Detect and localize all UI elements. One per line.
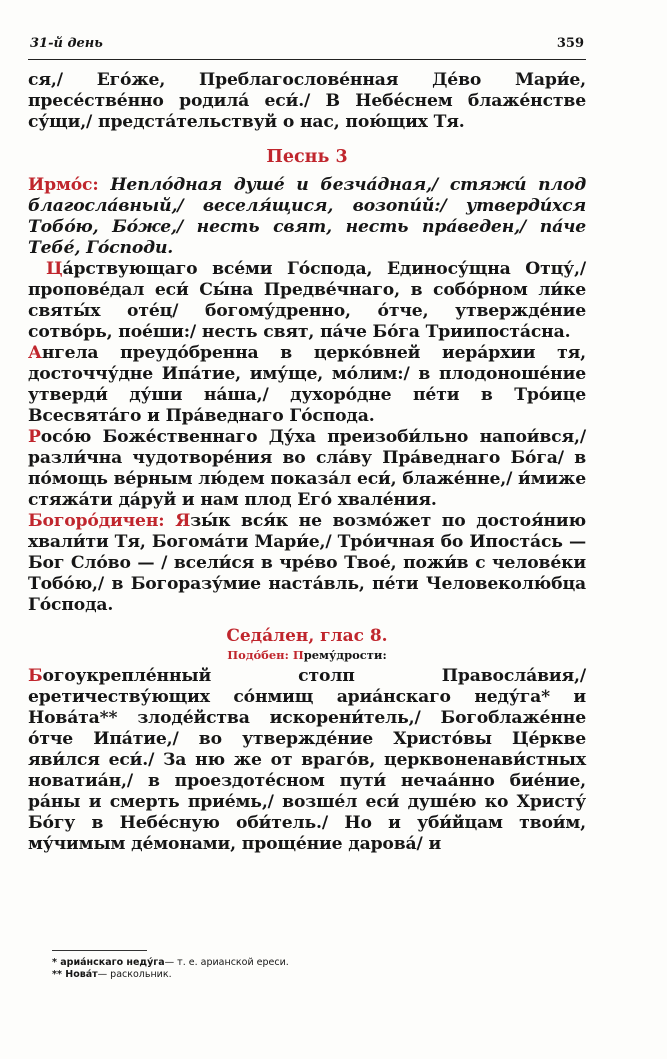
podoben-label: Подо́бен: xyxy=(227,648,289,662)
footnote-2-term: ** Нова́т xyxy=(52,969,98,980)
sedalen-initial: Б xyxy=(28,666,43,686)
troparion-3-initial: Р xyxy=(28,427,41,447)
bogorodichen-paragraph xyxy=(28,511,586,616)
footnote-2 xyxy=(52,969,552,981)
sedalen-paragraph xyxy=(28,666,586,855)
footnote-rule xyxy=(52,950,147,951)
page xyxy=(28,36,586,855)
footnote-1-term: * ариа́нскаго неду́га xyxy=(52,957,165,968)
sedalen-heading: Седа́лен, глас 8. xyxy=(226,626,388,646)
bogorodichen-initial: Я xyxy=(175,511,191,531)
footnote-2-text: — раскольник. xyxy=(97,969,172,980)
troparion-2 xyxy=(28,343,586,427)
podoben-initial: П xyxy=(292,648,304,662)
intro-paragraph: ся,/ Его́же, Преблагослове́нная Де́во Мари́е, пресе́стве́нно родила́ еси́./ В Небе́снем блаже́нстве су́щи,/ предста́тельствуй о нас, пою́щих Тя. xyxy=(28,70,586,132)
bogorodichen-label: Богоро́дичен: xyxy=(28,511,165,531)
troparion-1-initial: Ц xyxy=(46,259,63,279)
sedalen-text: огоукрепле́нный столп Правосла́вия,/ еретичеству́ющих со́нмищ ариа́нскаго неду́га* и Нова́та** злоде́йства искорени́тель,/ Богоблаже́нне о́тче Ипа́тие,/ во утвержде́ние Христо́вы Це́ркве яви́лся еси́./ За ню же от враго́в, церквоненави́стных новатиа́н,/ в проездоте́сном пути́ нечаа́нно бие́ние, ра́ны и смерть прие́мь,/ возше́л еси́ душе́ю ко Христу́ Бо́гу в Небе́сную оби́тель./ Но и уби́йцам твои́м, му́чимым де́монами, проще́ние дарова́/ и xyxy=(28,666,586,854)
irmos-label: Ирмо́с: xyxy=(28,175,99,195)
podoben-line xyxy=(28,648,586,662)
troparion-2-text: нгела преудо́бренна в церко́вней иера́рхии тя, досточчу́дне Ипа́тие, иму́ще, мо́лим:/ в плодоноше́ние утверди́ ду́ши на́ша,/ духоро́дне пе́ти в Тро́ице Всесвята́го и Пра́веднаго Го́спода. xyxy=(28,343,586,426)
page-number: 359 xyxy=(556,36,584,51)
footnote-1-text: — т. е. арианской ереси. xyxy=(164,957,289,968)
pesn-heading: Песнь 3 xyxy=(266,147,348,167)
running-header xyxy=(28,36,586,59)
troparion-1 xyxy=(28,259,586,343)
troparion-3-text: осо́ю Боже́ственнаго Ду́ха преизоби́льно напои́вся,/ разли́чна чудотворе́ния во сла́ву Пра́веднаго Бо́га/ в по́мощь ве́рным лю́дем показа́л еси́, блаже́нне,/ и́миже стяжа́ти да́руй и нам плод Его́ хвале́ния. xyxy=(28,427,586,510)
footnote-1 xyxy=(52,957,552,969)
troparion-1-text: а́рствующаго все́ми Го́спода, Единосу́щна Отцу́,/ пропове́дал еси́ Сы́на Предве́чнаго, в собо́рном ли́ке святы́х оте́ц/ богому́дренно, о́тче, утвержде́ние сотво́рь, пое́ши:/ несть свят, па́че Бо́га Триипоста́сна. xyxy=(28,259,586,342)
header-rule xyxy=(28,59,586,60)
irmos-paragraph xyxy=(28,175,586,259)
irmos-text: Неплóдная душе́ и безча́дная,/ стяжи́ плод благосла́вный,/ веселя́щися, возопи́й:/ утверди́хся Тобо́ю, Бо́же,/ несть свят, несть пра́веден,/ па́че Тебе́, Го́споди. xyxy=(28,175,586,258)
footnotes xyxy=(52,950,552,981)
troparion-2-initial: А xyxy=(28,343,42,363)
bogorodichen-text: зы́к вся́к не возмо́жет по достоя́нию хвали́ти Тя, Богома́ти Мари́е,/ Тро́ичная бо Ипоста́сь — Бог Сло́во — / всели́ся в чре́во Твое́, пожи́в с челове́ки Тобо́ю,/ в Богоразу́мие наста́вль, пе́ти Человеколю́бца Го́спода. xyxy=(28,511,587,615)
podoben-text: рему́дрости: xyxy=(303,648,387,662)
troparion-3 xyxy=(28,427,586,511)
running-day-title: 31-й день xyxy=(30,36,103,51)
